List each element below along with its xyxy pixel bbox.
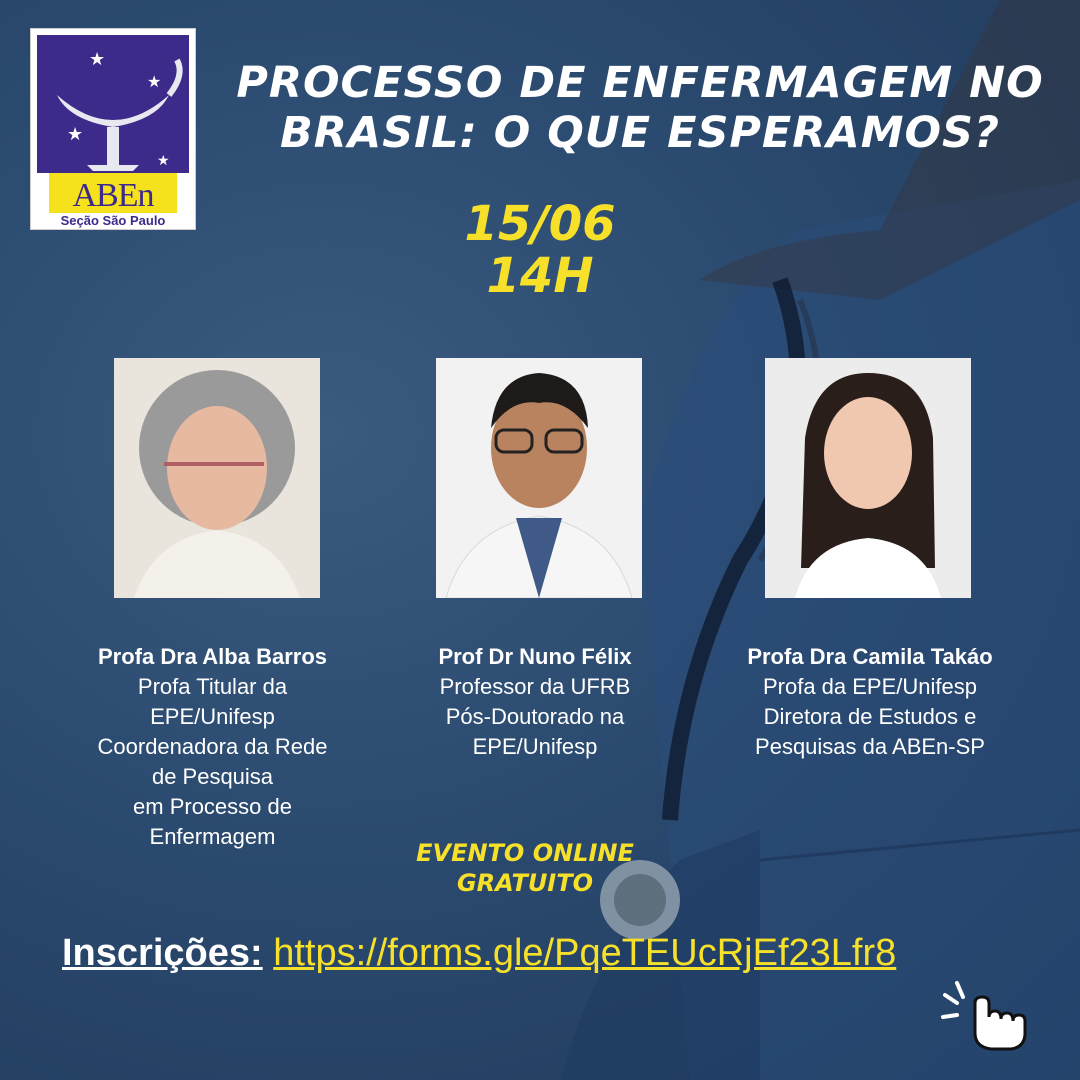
speaker-photo-nuno: [436, 358, 642, 598]
signup-row: [62, 932, 896, 975]
speaker-bio-line: Pós-Doutorado na: [445, 704, 625, 729]
event-datetime: [400, 198, 680, 302]
speaker-bio-line: EPE/Unifesp: [472, 734, 598, 759]
speaker-bio-line: EPE/Unifesp: [150, 704, 275, 729]
speaker-card-alba: [50, 642, 375, 852]
logo-section-name: Seção São Paulo: [60, 213, 166, 228]
event-format: [400, 838, 650, 898]
speaker-bio-line: Profa Titular da: [137, 674, 288, 699]
speaker-card-nuno: [400, 642, 670, 762]
speaker-bio-line: de Pesquisa: [151, 764, 274, 789]
svg-text:★: ★: [157, 152, 170, 168]
svg-text:★: ★: [147, 74, 162, 91]
speaker-bio-line: Pesquisas da ABEn-SP: [755, 734, 985, 759]
event-title: PROCESSO DE ENFERMAGEM NO BRASIL: O QUE ESPERAMOS?: [236, 58, 1044, 158]
speaker-bio-line: Profa da EPE/Unifesp: [762, 674, 977, 699]
speaker-bio-line: Professor da UFRB: [439, 674, 631, 699]
speaker-bio-line: Enfermagem: [149, 824, 276, 849]
speaker-bio-line: em Processo de: [133, 794, 292, 819]
event-date: 15/06: [464, 196, 616, 252]
logo-abbrev: ABEn: [72, 177, 154, 214]
speaker-photo-camila: [765, 358, 971, 598]
svg-text:★: ★: [67, 124, 84, 144]
signup-link[interactable]: https://forms.gle/PqeTEUcRjEf23Lfr8: [273, 932, 897, 974]
speaker-name: Profa Dra Alba Barros: [97, 644, 328, 669]
speaker-name: Prof Dr Nuno Félix: [438, 644, 632, 669]
signup-label: Inscrições:: [62, 932, 263, 974]
speaker-name: Profa Dra Camila Takáo: [747, 644, 993, 669]
aben-logo: [30, 28, 196, 230]
event-time: 14H: [486, 248, 594, 304]
svg-text:★: ★: [89, 49, 106, 69]
speaker-photo-alba: [114, 358, 320, 598]
event-format-line: EVENTO ONLINE: [416, 839, 634, 867]
pointer-hand-icon: [935, 975, 1035, 1055]
speaker-card-camila: [690, 642, 1050, 762]
lamp-emblem-icon: [37, 35, 189, 173]
speaker-bio-line: Diretora de Estudos e: [763, 704, 977, 729]
event-format-line: GRATUITO: [456, 869, 594, 897]
speaker-bio-line: Coordenadora da Rede: [97, 734, 328, 759]
